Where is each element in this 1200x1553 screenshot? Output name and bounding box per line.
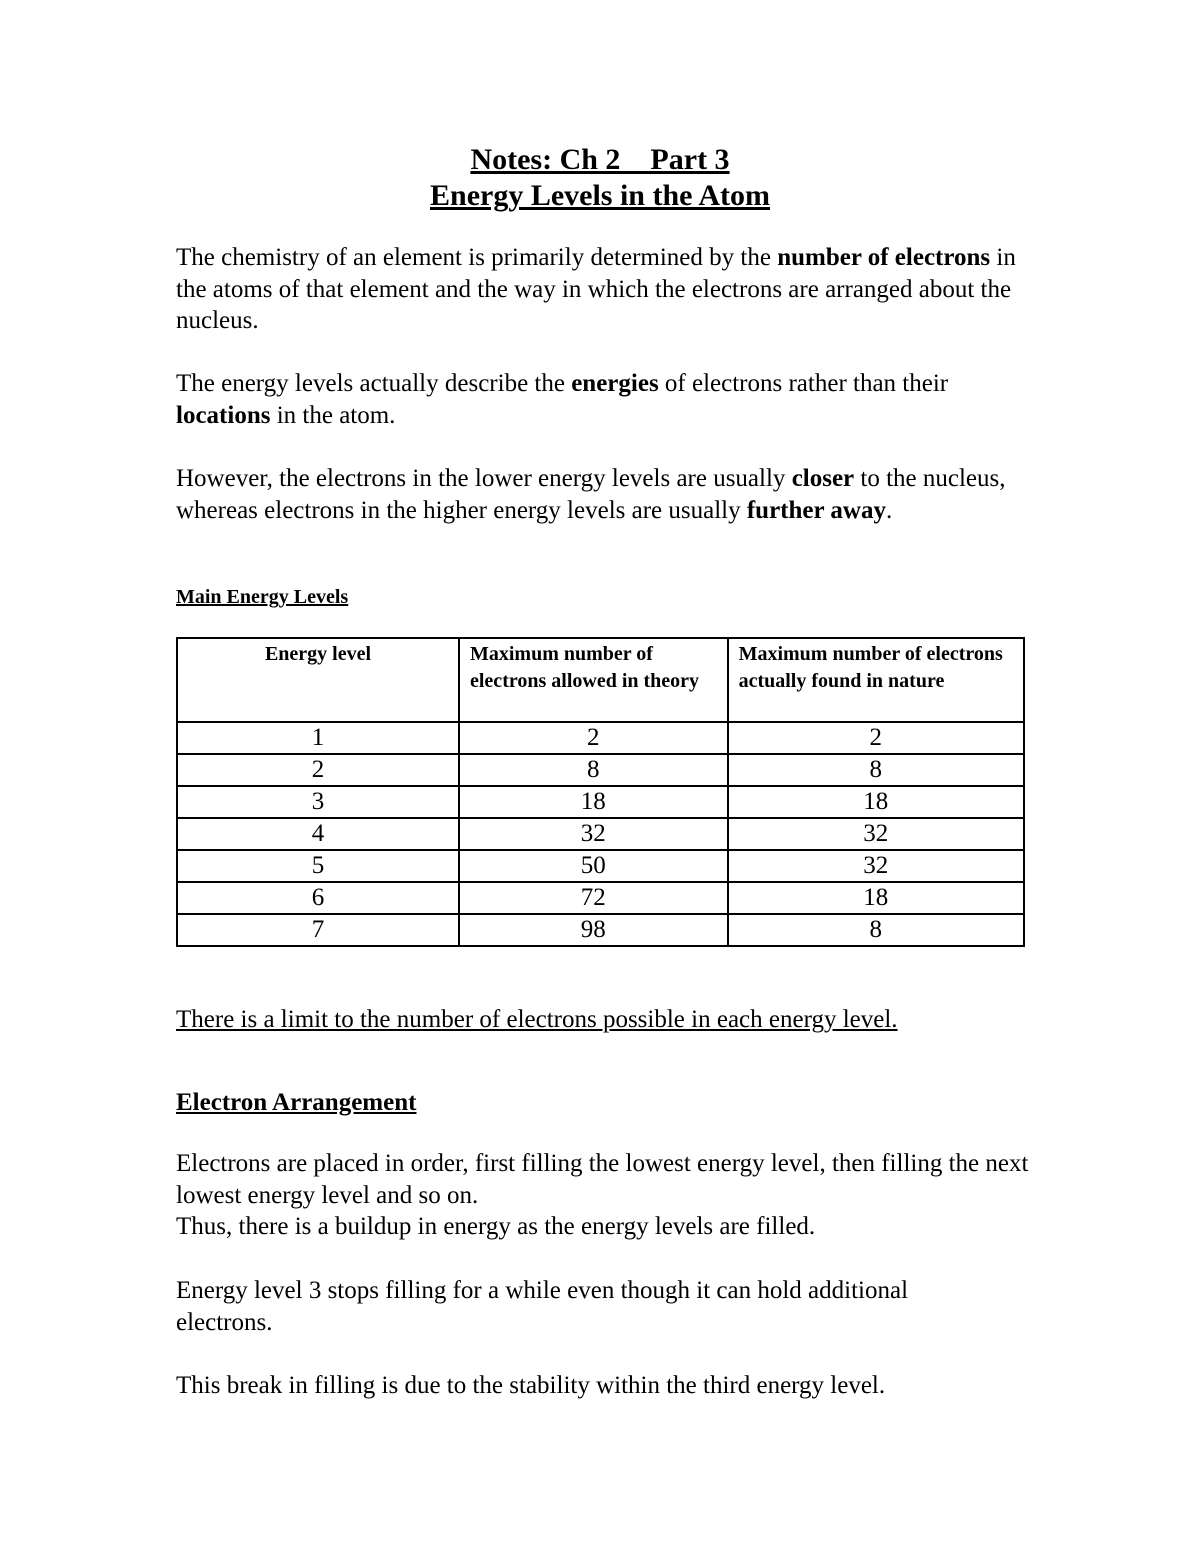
bold-term: locations [176, 401, 271, 429]
header-max-nature: Maximum number of electrons actually found in nature [728, 638, 1024, 722]
cell-max-nature: 32 [728, 818, 1024, 850]
cell-max-theory: 72 [459, 882, 728, 914]
text-segment: . [885, 496, 893, 524]
cell-energy-level: 5 [177, 850, 459, 882]
text-segment: However, the electrons in the lower energy levels are usually [176, 465, 792, 492]
table-row [177, 850, 1024, 882]
table-row [177, 754, 1024, 786]
cell-energy-level: 4 [177, 818, 459, 850]
bold-term: number of electrons [777, 244, 991, 271]
paragraph-energies [176, 368, 976, 431]
cell-max-nature: 2 [728, 722, 1024, 754]
cell-max-theory: 50 [459, 850, 728, 882]
limit-statement: There is a limit to the number of electrons possible in each energy level. [176, 1006, 898, 1033]
table-row [177, 914, 1024, 946]
cell-max-nature: 8 [728, 914, 1024, 946]
cell-energy-level: 6 [177, 882, 459, 914]
table-row [177, 818, 1024, 850]
electron-arrangement-heading: Electron Arrangement [176, 1089, 417, 1116]
cell-energy-level: 1 [177, 722, 459, 754]
table-row [177, 722, 1024, 754]
arrangement-p4: This break in filling is due to the stability within the third energy level. [176, 1372, 886, 1399]
energy-levels-table [176, 637, 1025, 947]
cell-max-nature: 8 [728, 754, 1024, 786]
cell-max-nature: 18 [728, 882, 1024, 914]
text-segment: to the nucleus, whereas electrons in the higher energy levels are usually [176, 465, 1006, 524]
title-line-1: Notes: Ch 2 Part 3 [470, 143, 730, 176]
arrangement-p3: Energy level 3 stops filling for a while even though it can hold additional electrons. [176, 1277, 909, 1336]
bold-term: further away [746, 496, 886, 524]
header-energy-level: Energy level [177, 638, 459, 722]
cell-energy-level: 2 [177, 754, 459, 786]
text-segment: of electrons rather than their [658, 370, 949, 397]
arrangement-p1: Electrons are placed in order, first filling the lowest energy level, then filling the next lowest energy level and so on. [176, 1150, 1029, 1209]
cell-max-theory: 98 [459, 914, 728, 946]
paragraph-closer [176, 463, 1006, 526]
cell-energy-level: 7 [177, 914, 459, 946]
text-segment: in the atom. [270, 401, 396, 429]
cell-max-theory: 18 [459, 786, 728, 818]
cell-energy-level: 3 [177, 786, 459, 818]
bold-term: closer [791, 465, 855, 492]
title-line-2: Energy Levels in the Atom [430, 179, 770, 212]
bold-term: energies [571, 370, 659, 397]
text-segment: The chemistry of an element is primarily determined by the [176, 244, 778, 271]
arrangement-p2: Thus, there is a buildup in energy as the energy levels are filled. [176, 1213, 816, 1240]
cell-max-theory: 8 [459, 754, 728, 786]
cell-max-nature: 32 [728, 850, 1024, 882]
table-row [177, 786, 1024, 818]
table-row [177, 882, 1024, 914]
main-energy-levels-heading: Main Energy Levels [176, 586, 349, 608]
cell-max-nature: 18 [728, 786, 1024, 818]
paragraph-chemistry [176, 242, 1026, 337]
text-segment: The energy levels actually describe the [176, 370, 572, 397]
header-max-theory: Maximum number of electrons allowed in theory [459, 638, 728, 722]
cell-max-theory: 32 [459, 818, 728, 850]
cell-max-theory: 2 [459, 722, 728, 754]
text-segment: in the atoms of that element and the way in which the electrons are arranged about the nucleus. [176, 244, 1016, 334]
